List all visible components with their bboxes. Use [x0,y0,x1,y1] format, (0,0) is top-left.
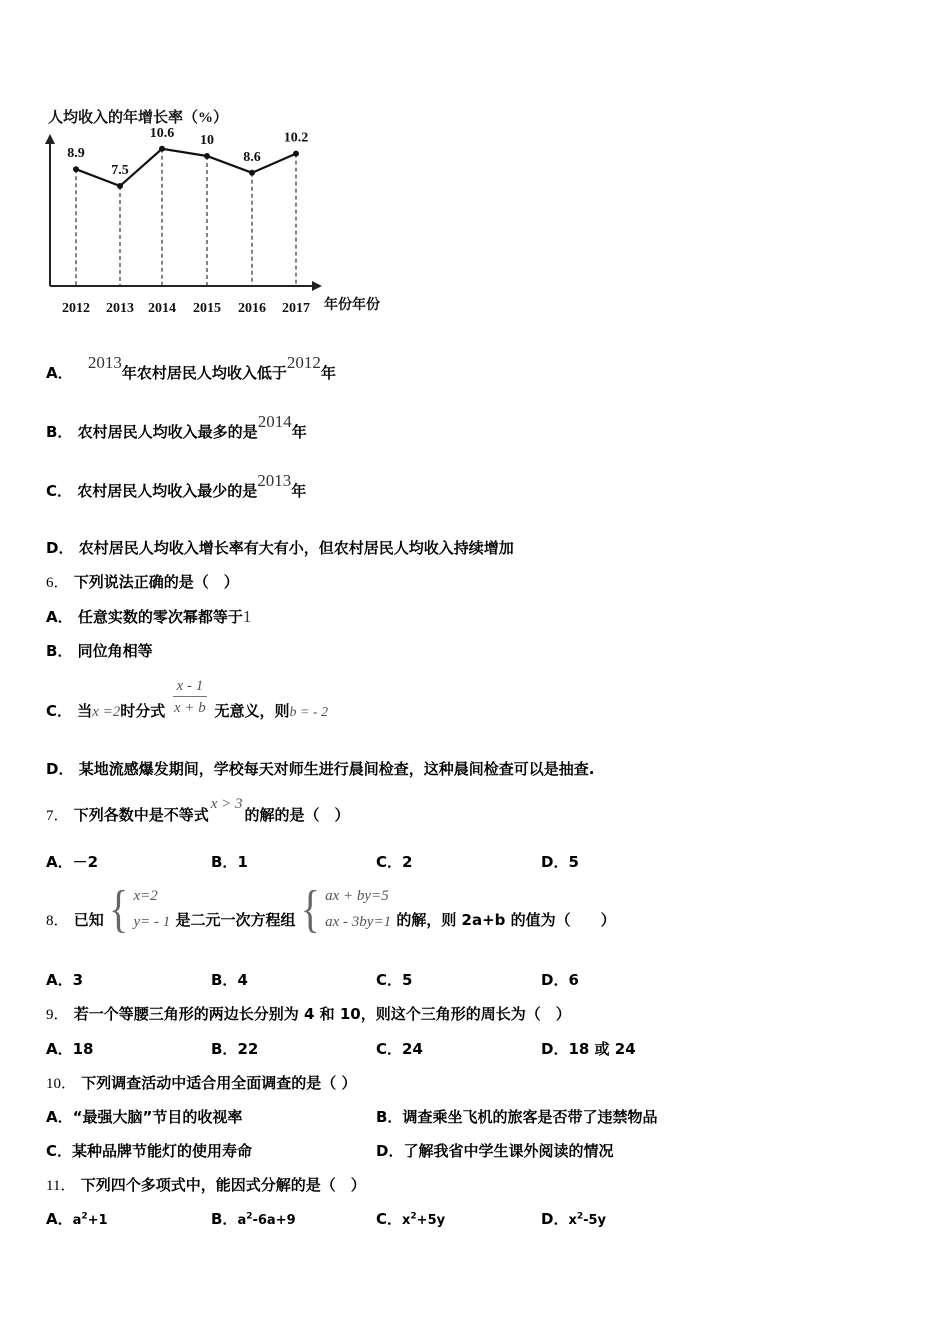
option-text: 某种品牌节能灯的使用寿命 [72,1142,253,1160]
q9-stem [46,1003,571,1024]
option-text: －2 [72,853,99,871]
system-line: ax + by=5 [325,888,389,904]
left-brace: { [109,879,129,938]
q11-option-c [376,1208,445,1229]
x-tick-label: 2013 [106,301,134,316]
growth-rate-chart [40,100,400,320]
q5-option-c [46,471,307,501]
option-letter: A． [46,1108,73,1126]
option-letter: C． [376,853,403,871]
chart-x-axis-label: 年份年份 [324,298,380,313]
chart-x-tick-labels [62,301,310,316]
option-letter: C． [376,971,403,989]
data-label: 10 [200,133,214,148]
option-letter: B． [46,423,73,441]
question-text: 下列四个多项式中，能因式分解的是（ ） [80,1176,366,1194]
data-label: 10.6 [149,125,175,141]
solution-system [109,879,171,938]
option-text: 调查乘坐飞机的旅客是否带了违禁物品 [402,1108,658,1126]
data-label: 8.9 [67,146,85,162]
option-letter: C． [376,1210,403,1228]
polynomial: $x^2-5y$ [568,1211,607,1228]
data-label: 7.5 [111,163,129,178]
x-tick-label: 2012 [62,301,90,316]
question-number: 7． [46,808,69,824]
x-tick-label: 2017 [282,301,310,316]
option-text: 农村居民人均收入最少的是 [77,482,258,500]
option-letter: A． [46,853,73,871]
option-text: 22 [237,1040,259,1058]
option-text: 无意义，则 [214,702,290,720]
q9-option-b [211,1038,258,1059]
q10-stem [46,1072,356,1093]
question-text: 下列各数中是不等式 [73,806,209,824]
q11-stem [46,1174,366,1195]
math-result: b = - 2 [289,705,329,720]
option-letter: D． [376,1142,404,1160]
option-text: 5 [402,971,413,989]
q10-option-c [46,1140,252,1161]
q5-option-a [46,353,336,383]
data-point [73,166,79,172]
option-text: 年 [291,482,307,500]
option-letter: D． [46,539,74,557]
q7-option-a [46,851,98,872]
option-text: 时分式 [120,702,166,720]
q6-option-a [46,606,251,627]
chart-series-line [76,149,296,186]
chart-drop-lines [76,149,296,286]
question-text: 下列说法正确的是（ ） [73,573,239,591]
q11-option-a [46,1208,108,1229]
q6-option-c [46,676,328,726]
option-text: 年 [320,364,336,382]
fraction [173,676,208,719]
option-letter: A． [46,364,73,382]
option-letter: D． [541,971,569,989]
question-number: 9． [46,1007,69,1023]
year-value: 2013 [87,353,122,372]
option-letter: A． [46,608,73,626]
x-tick-label: 2014 [148,301,176,316]
option-text: 同位角相等 [77,642,153,660]
equation-system [300,879,392,938]
option-letter: B． [211,853,238,871]
q10-option-a [46,1106,242,1127]
q8-option-b [211,969,248,990]
option-text: 农村居民人均收入增长率有大有小，但农村居民人均收入持续增加 [78,539,514,557]
option-text: 某地流感爆发期间，学校每天对师生进行晨间检查，这种晨间检查可以是抽查. [78,760,595,778]
q9-option-a [46,1038,93,1059]
data-point [117,183,123,189]
option-letter: B． [211,1210,238,1228]
q11-option-d [541,1208,606,1229]
q6-option-b [46,640,153,661]
q9-option-c [376,1038,423,1059]
q8-stem [46,879,616,939]
option-text: 24 [402,1040,423,1058]
option-text: 5 [568,853,579,871]
system-line: y= - 1 [133,914,171,930]
option-text: “最强大脑”节目的收视率 [72,1108,243,1126]
question-number: 6． [46,575,69,591]
polynomial: $a^2+1$ [72,1211,108,1228]
q11-option-b [211,1208,296,1229]
option-letter: D． [541,1210,569,1228]
year-value: 2014 [257,412,292,431]
option-text: 任意实数的零次幂都等于 [77,608,243,626]
system-line: x=2 [133,888,158,904]
q7-option-c [376,851,412,872]
option-letter: C． [46,1142,73,1160]
option-letter: B． [46,642,73,660]
question-text: 下列调查活动中适合用全面调查的是（ ） [81,1074,357,1092]
question-text: 若一个等腰三角形的两边长分别为 4 和 10，则这个三角形的周长为（ ） [73,1005,571,1023]
option-letter: D． [541,1040,569,1058]
left-brace: { [300,879,320,938]
option-text: 6 [568,971,579,989]
data-label: 10.2 [283,130,309,146]
option-text: 1 [237,853,248,871]
x-tick-label: 2016 [238,301,266,316]
question-text: 的解，则 2a+b 的值为（ ） [396,911,616,929]
question-text: 已知 [73,911,104,929]
option-text: 3 [72,971,84,989]
q7-option-b [211,851,248,872]
q7-stem [46,796,350,825]
option-text: 年农村居民人均收入低于 [121,364,287,382]
data-point [159,146,165,152]
data-label: 8.6 [243,149,261,165]
q8-option-a [46,969,83,990]
option-letter: B． [376,1108,403,1126]
option-letter: C． [46,482,73,500]
option-letter: A． [46,1210,73,1228]
option-text: 了解我省中学生课外阅读的情况 [403,1142,614,1160]
option-letter: C． [46,702,73,720]
q5-option-b [46,412,307,442]
option-letter: C． [376,1040,403,1058]
system-line: ax - 3by=1 [325,914,392,930]
question-number: 10． [46,1076,77,1092]
year-value: 2013 [257,471,292,490]
fraction-numerator: x - 1 [173,676,208,697]
option-letter: A． [46,971,73,989]
x-axis-arrow [312,281,322,291]
chart-title: 人均收入的年增长率（%） [48,110,229,126]
option-text: 4 [237,971,248,989]
option-letter: B． [211,971,238,989]
q6-option-d [46,758,594,779]
question-number: 8． [46,913,69,929]
option-letter: B． [211,1040,238,1058]
series-line [76,149,296,186]
y-axis-arrow [45,134,55,144]
polynomial: $x^2+5y$ [402,1211,446,1228]
q8-option-c [376,969,412,990]
data-point [204,153,210,159]
q7-option-d [541,851,579,872]
question-number: 11． [46,1178,76,1194]
x-tick-label: 2015 [193,301,221,316]
option-text: 年 [291,423,307,441]
q8-option-d [541,969,579,990]
fraction-denominator: x + b [173,700,206,716]
option-text: 18 [72,1040,94,1058]
option-text: 18 或 24 [568,1040,636,1058]
q5-option-d [46,537,514,558]
data-point [293,151,299,157]
data-point [249,170,255,176]
question-text: 是二元一次方程组 [175,911,296,929]
option-letter: A． [46,1040,73,1058]
q10-option-b [376,1106,657,1127]
math-condition: x =2 [92,704,121,720]
option-letter: D． [541,853,569,871]
option-text: 当 [77,702,93,720]
q10-option-d [376,1140,613,1161]
math-inequality: x > 3 [210,796,243,812]
math-value: 1 [242,607,252,626]
q9-option-d [541,1038,636,1059]
option-letter: D． [46,760,74,778]
chart-axes [45,134,322,291]
year-value: 2012 [286,353,321,372]
polynomial: $a^2-6a+9$ [237,1211,296,1228]
q6-stem [46,571,239,592]
option-text: 2 [402,853,413,871]
option-text: 农村居民人均收入最多的是 [77,423,258,441]
question-text: 的解的是（ ） [244,806,350,824]
